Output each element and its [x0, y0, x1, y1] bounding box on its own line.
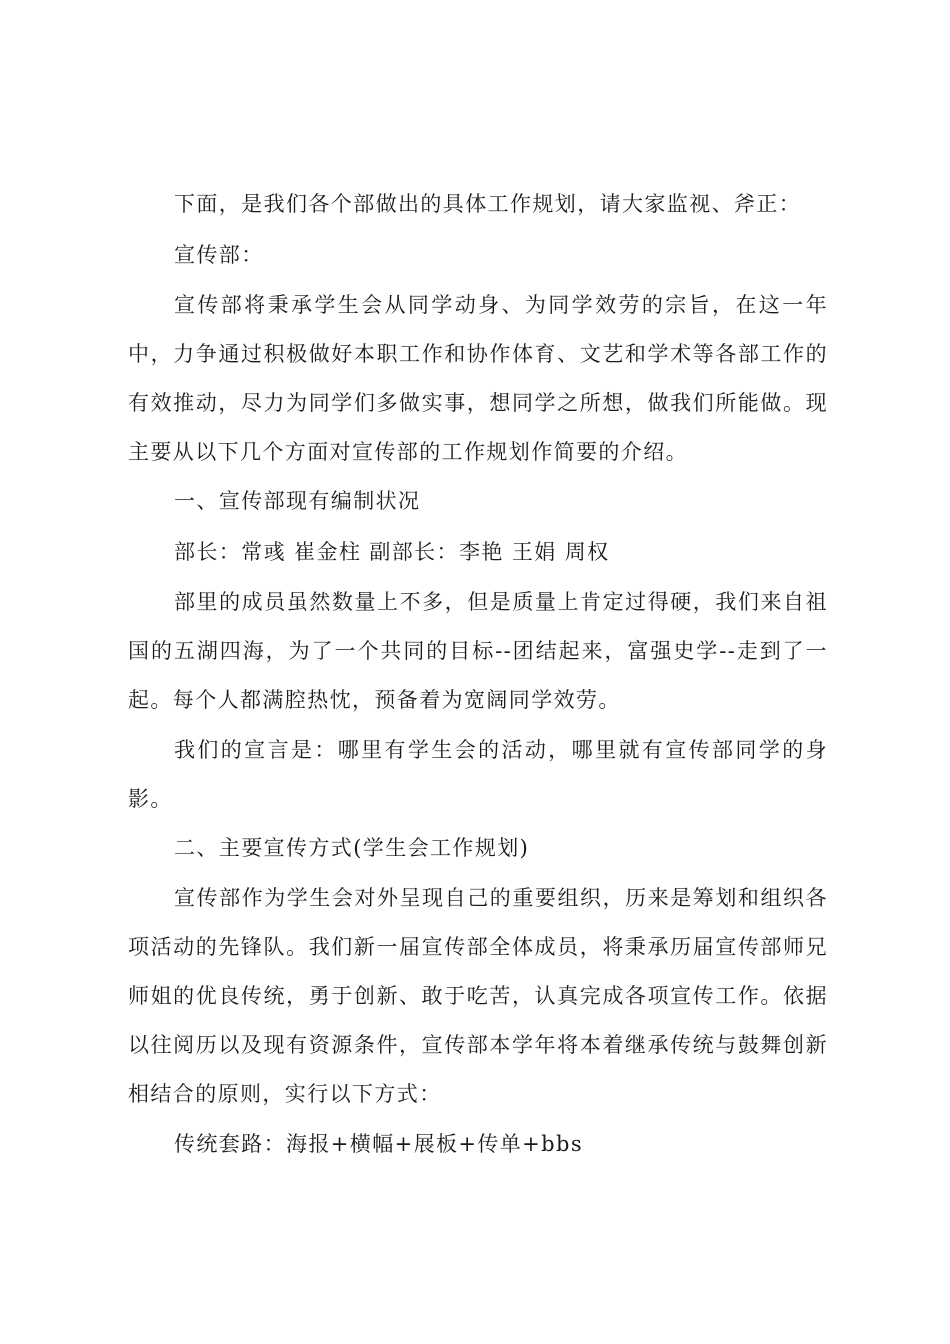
members-paragraph: 部里的成员虽然数量上不多，但是质量上肯定过得硬，我们来自祖国的五湖四海，为了一个共同的目标--团结起来，富强史学--走到了一起。每个人都满腔热忱，预备着为宽阔同学效劳。 — [128, 590, 828, 712]
staff-list-line: 部长：常彧 崔金柱 副部长：李艳 王娟 周权 — [174, 540, 610, 564]
section-heading-staffing: 一、宣传部现有编制状况 — [174, 489, 421, 513]
publicity-purpose-paragraph: 宣传部将秉承学生会从同学动身、为同学效劳的宗旨，在这一年中，力争通过积极做好本职工作和协作体育、文艺和学术等各部工作的有效推动，尽力为同学们多做实事，想同学之所想，做我们所能做。现主要从以下几个方面对宣传部的工作规划作简要的介绍。 — [128, 293, 828, 464]
section-heading-publicity-dept: 宣传部： — [174, 243, 264, 267]
methods-paragraph: 宣传部作为学生会对外呈现自己的重要组织，历来是筹划和组织各项活动的先锋队。我们新一届宣传部全体成员，将秉承历届宣传部师兄师姐的优良传统，勇于创新、敢于吃苦，认真完成各项宣传工作。依据以往阅历以及现有资源条件，宣传部本学年将本着继承传统与鼓舞创新相结合的原则，实行以下方式： — [128, 886, 828, 1106]
declaration-paragraph: 我们的宣言是：哪里有学生会的活动，哪里就有宣传部同学的身影。 — [128, 738, 828, 811]
intro-paragraph: 下面，是我们各个部做出的具体工作规划，请大家监视、斧正： — [174, 192, 802, 216]
section-heading-methods: 二、主要宣传方式(学生会工作规划) — [174, 836, 530, 860]
traditional-methods-line: 传统套路：海报+横幅+展板+传单+bbs — [174, 1132, 584, 1156]
